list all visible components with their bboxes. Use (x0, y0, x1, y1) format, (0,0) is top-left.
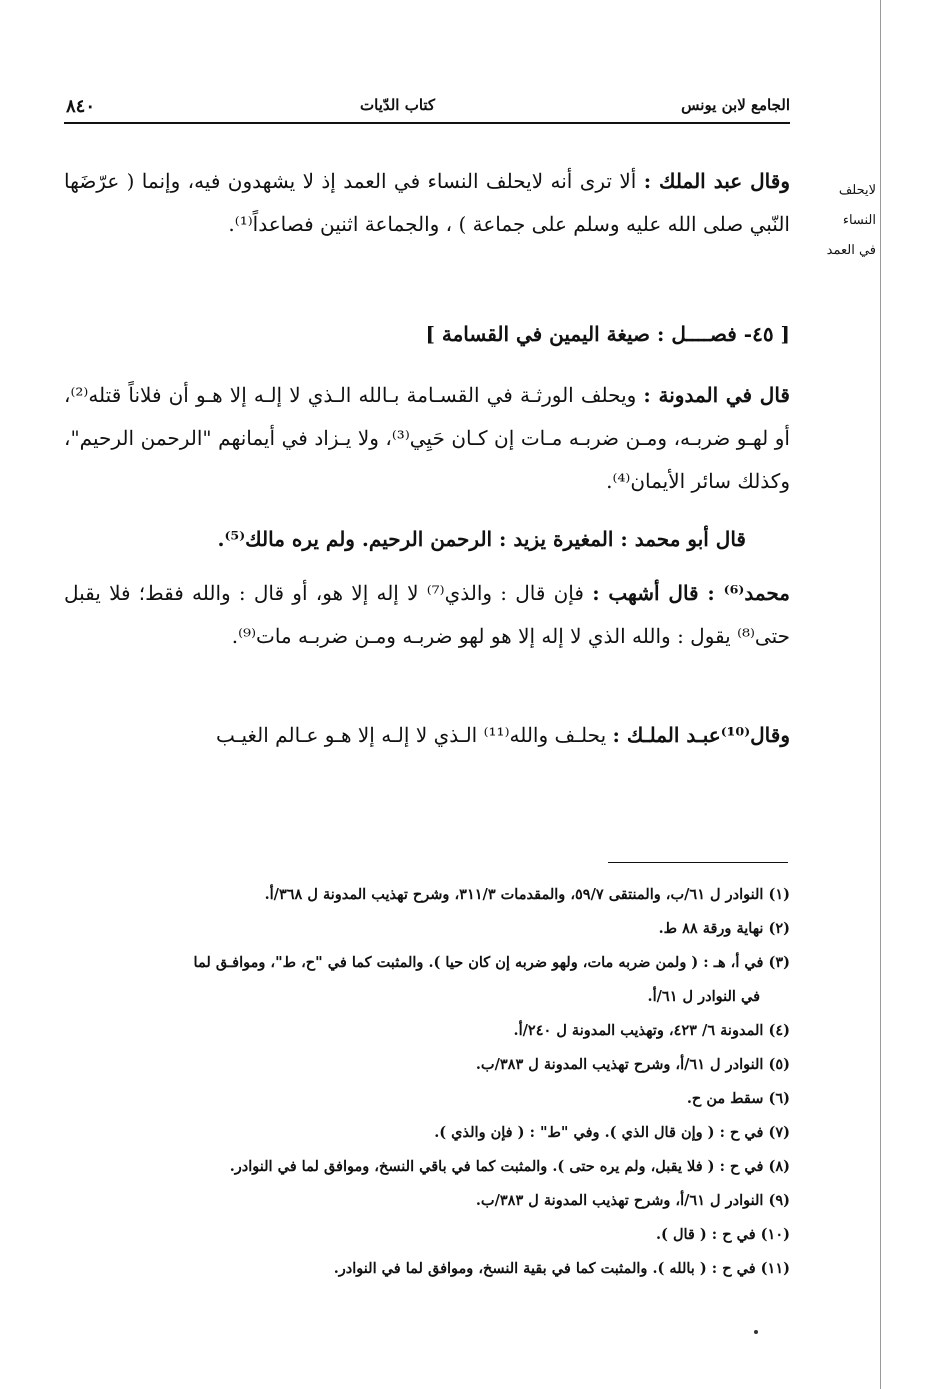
footnote-rule (608, 862, 788, 863)
footnote-11: (١١) في ح : ( بالله ). والمثبت كما في بقية النسخ، وموافق لما في النوادر. (333, 1260, 790, 1277)
footnote-3: (٣) في أ، هـ : ( ولمن ضربه مات، ولهو ضربه إن كان حيا ). والمثبت كما في "ح، ط"، وموافـق لما (193, 954, 790, 971)
paragraph-1-speaker: وقال عبد الملك : (643, 169, 790, 193)
paragraph-5 (64, 714, 790, 757)
margin-note-line-1: لايحلف النساء (838, 183, 876, 228)
header-rule (64, 122, 790, 124)
paragraph-5-speaker: وقال⁽¹⁰⁾عبـد الملـك : (612, 723, 790, 747)
page-number: ٨٤٠ (66, 96, 96, 117)
book-title: الجامع لابن يونس (681, 96, 790, 114)
paragraph-4-text: فإن قال : والذي⁽⁷⁾ لا إله إلا هو، أو قال : والله فقط؛ فلا يقبل حتى⁽⁸⁾ يقول : والله الذي لا إله إلا هو لهو ضربـه ومـن ضربـه مات⁽⁹⁾. (64, 581, 790, 648)
paragraph-5-text: يحلـف والله⁽¹¹⁾ الـذي لا إلـه إلا هـو عـالم الغيـب (215, 723, 613, 747)
chapter-title: كتاب الدّيات (360, 96, 436, 114)
paragraph-3 (64, 518, 790, 561)
paragraph-2-text: ويحلف الورثـة في القسـامة بـالله الـذي لا إلـه إلا هـو أن فلاناً قتله⁽²⁾، أو لهـو ضربـه، ومـن ضربـه مـات إن كـان حَيِي⁽³⁾، ولا يـزاد في أيمانهم "الرحمن الرحيم"، وكذلك سائر الأيمان⁽⁴⁾. (64, 383, 790, 493)
footnote-9: (٩) النوادر ل ٦١/أ، وشرح تهذيب المدونة ل ٣٨٣/ب. (475, 1192, 790, 1209)
scan-speck (754, 1330, 758, 1334)
footnote-4: (٤) المدونة ٦/ ٤٢٣، وتهذيب المدونة ل ٢٤٠/أ. (513, 1022, 790, 1039)
footnotes (100, 878, 790, 1286)
paragraph-4 (64, 572, 790, 658)
margin-note-line-2: في العمد (826, 243, 876, 258)
paragraph-1-text: ألا ترى أنه لايحلف النساء في العمد إذ لا يشهدون فيه، وإنما ( عرّضَها النّبي صلى الله عليه وسلم على جماعة ) ، والجماعة اثنين فصاعداً⁽¹⁾. (64, 169, 790, 236)
paragraph-2-speaker: قال في المدونة : (643, 383, 790, 407)
running-header (60, 96, 790, 122)
paragraph-3-text: قال أبو محمد : المغيرة يزيد : الرحمن الرحيم. ولم يره مالك⁽⁵⁾. (217, 527, 746, 551)
paragraph-4-speaker: محمد⁽⁶⁾ : قال أشهب : (592, 581, 791, 605)
footnote-1: (١) النوادر ل ٦١/ب، والمنتقى ٥٩/٧، والمقدمات ٣١١/٣، وشرح تهذيب المدونة ل ٣٦٨/أ. (264, 886, 790, 903)
footnote-3-continued: في النوادر ل ٦١/أ. (647, 988, 760, 1005)
footnote-6: (٦) سقط من ح. (686, 1090, 790, 1107)
section-title: [ ٤٥- فصــــل : صيغة اليمين في القسامة ] (425, 322, 790, 346)
footnote-7: (٧) في ح : ( وإن قال الذي ). وفي "ط" : ( فإن والذي ). (434, 1124, 790, 1141)
paragraph-2 (64, 374, 790, 503)
paragraph-1 (64, 160, 790, 246)
margin-line (880, 0, 881, 1389)
footnote-8: (٨) في ح : ( فلا يقبل، ولم يره حتى ). والمثبت كما في باقي النسخ، وموافق لما في النوادر. (229, 1158, 790, 1175)
footnote-10: (١٠) في ح : ( قال ). (656, 1226, 790, 1243)
footnote-5: (٥) النوادر ل ٦١/أ، وشرح تهذيب المدونة ل ٣٨٣/ب. (475, 1056, 790, 1073)
footnote-2: (٢) نهاية ورقة ٨٨ ط. (658, 920, 790, 937)
margin-note (812, 176, 876, 266)
